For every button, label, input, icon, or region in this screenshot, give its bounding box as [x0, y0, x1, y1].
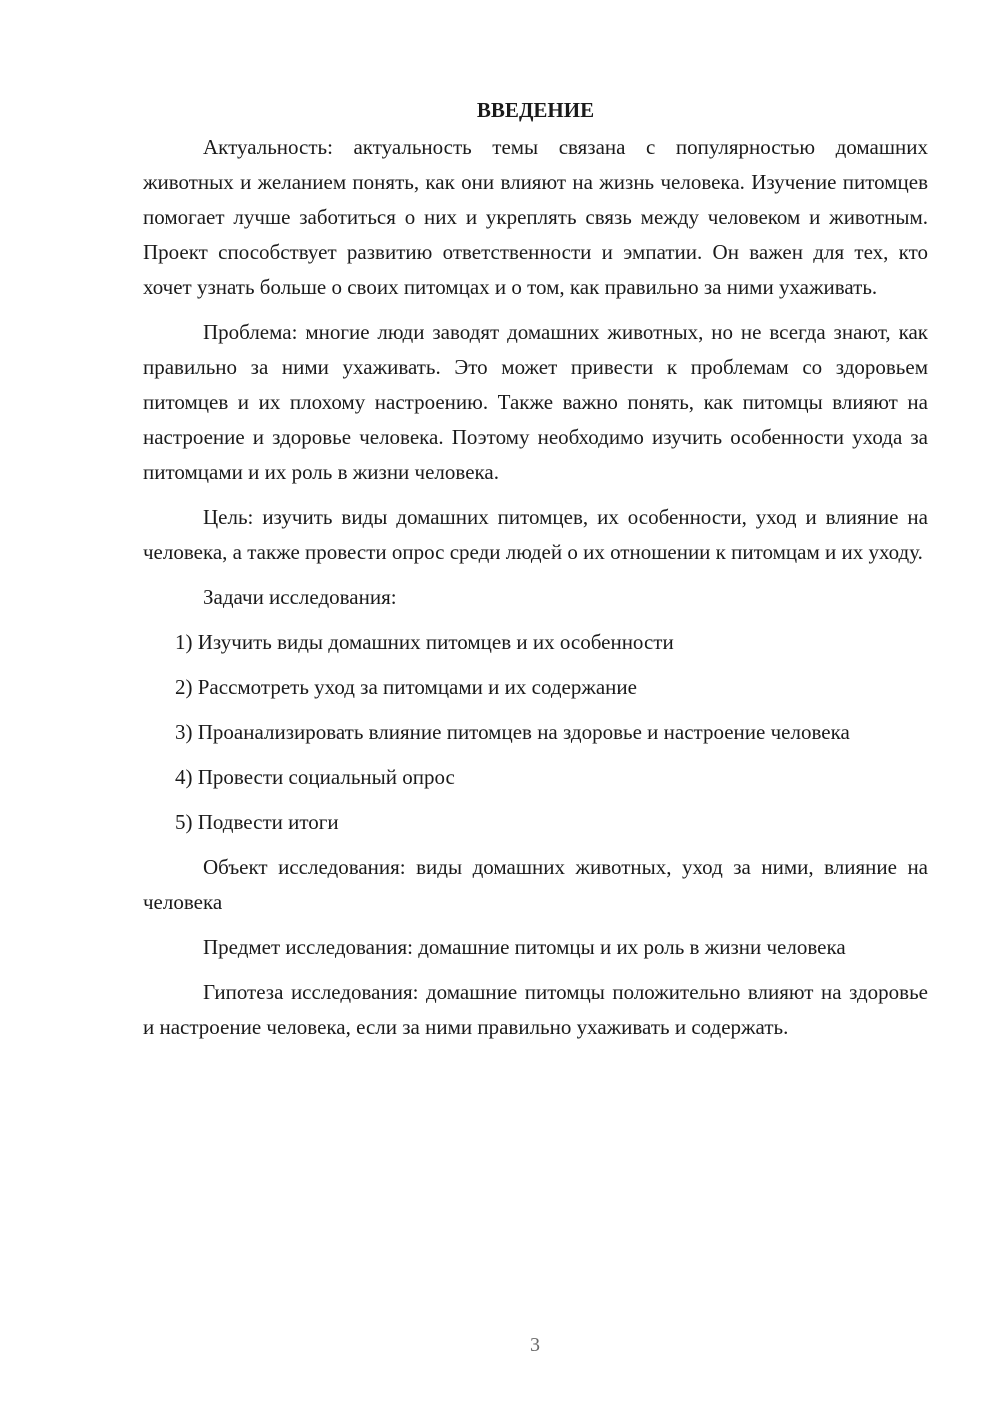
- list-item: 3) Проанализировать влияние питомцев на здоровье и настроение человека: [175, 720, 850, 744]
- page-number: 3: [530, 1334, 540, 1356]
- tasks-list: [143, 625, 928, 840]
- list-item: 1) Изучить виды домашних питомцев и их особенности: [175, 630, 674, 654]
- relevance-paragraph: Актуальность: актуальность темы связана с популярностью домашних животных и желанием понять, как они влияют на жизнь человека. Изучение питомцев помогает лучше заботиться о них и укреплять связь между человеком и животным. Проект способствует развитию ответственности и эмпатии. Он важен для тех, кто хочет узнать больше о своих питомцах и о том, как правильно за ними ухаживать.: [143, 135, 928, 299]
- goal-paragraph: Цель: изучить виды домашних питомцев, их особенности, уход и влияние на человека, а также провести опрос среди людей о их отношении к питомцам и их уходу.: [143, 505, 928, 564]
- subject-paragraph: Предмет исследования: домашние питомцы и их роль в жизни человека: [203, 935, 846, 959]
- tasks-title: Задачи исследования:: [203, 585, 397, 609]
- problem-paragraph: Проблема: многие люди заводят домашних животных, но не всегда знают, как правильно за ними ухаживать. Это может привести к проблемам со здоровьем питомцев и их плохому настроению. Также важно понять, как питомцы влияют на настроение и здоровье человека. Поэтому необходимо изучить особенности ухода за питомцами и их роль в жизни человека.: [143, 320, 928, 484]
- object-paragraph: Объект исследования: виды домашних животных, уход за ними, влияние на человека: [143, 855, 928, 914]
- page-title: ВВЕДЕНИЕ: [476, 98, 595, 122]
- list-item: 4) Провести социальный опрос: [175, 765, 455, 789]
- list-item: 2) Рассмотреть уход за питомцами и их содержание: [175, 675, 637, 699]
- document-body: [143, 93, 928, 1055]
- hypothesis-paragraph: Гипотеза исследования: домашние питомцы положительно влияют на здоровье и настроение человека, если за ними правильно ухаживать и содержать.: [143, 980, 928, 1039]
- list-item: 5) Подвести итоги: [175, 810, 339, 834]
